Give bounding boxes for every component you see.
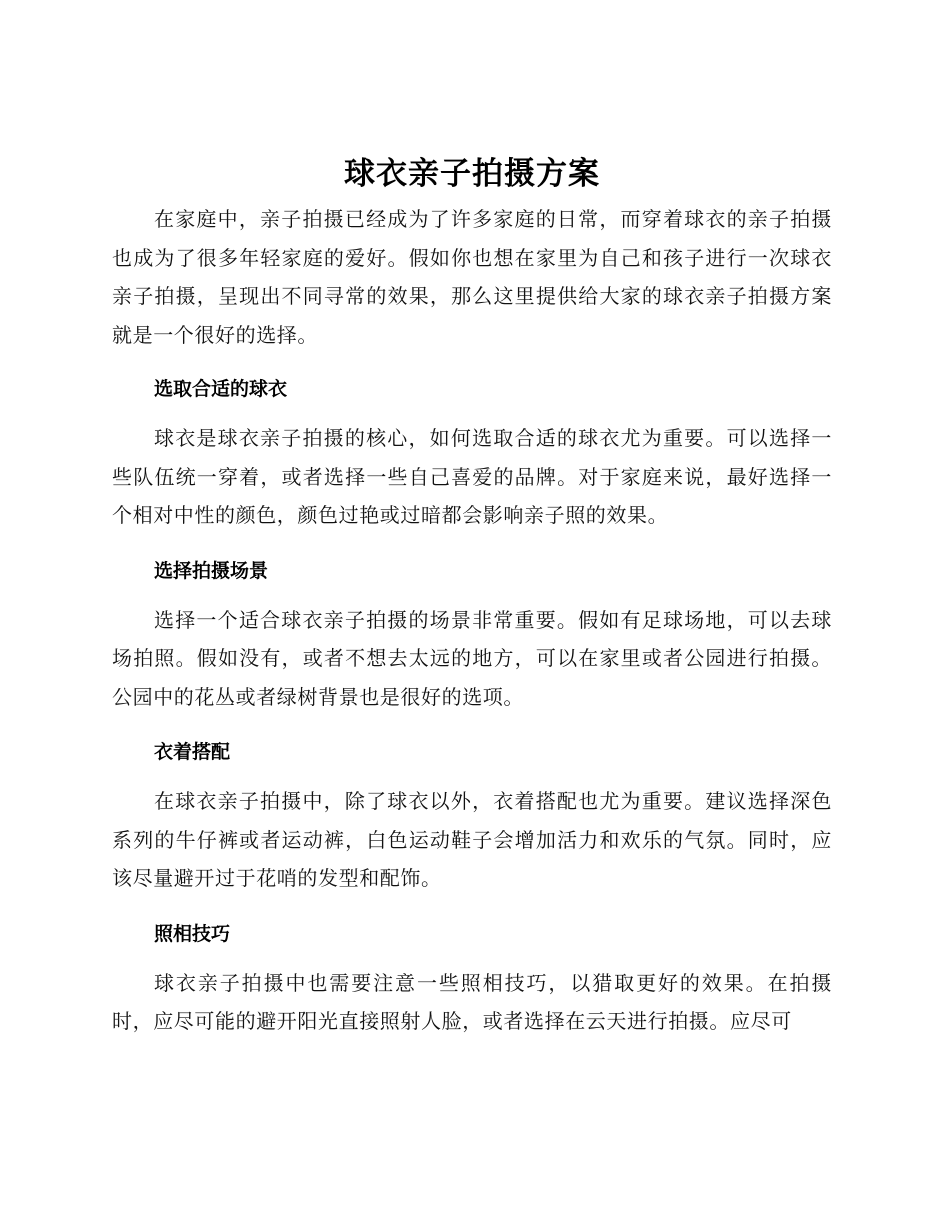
document-page bbox=[112, 148, 832, 1041]
section-heading-scene: 选择拍摄场景 bbox=[154, 559, 269, 582]
section-body-jersey: 球衣是球衣亲子拍摄的核心，如何选取合适的球衣尤为重要。可以选择一些队伍统一穿着，或者选择一些自己喜爱的品牌。对于家庭来说，最好选择一个相对中性的颜色，颜色过艳或过暗都会影响亲子照的效果。 bbox=[112, 426, 832, 527]
section-heading-photo-tips: 照相技巧 bbox=[154, 922, 231, 945]
intro-paragraph: 在家庭中，亲子拍摄已经成为了许多家庭的日常，而穿着球衣的亲子拍摄也成为了很多年轻家庭的爱好。假如你也想在家里为自己和孩子进行一次球衣亲子拍摄，呈现出不同寻常的效果，那么这里提供给大家的球衣亲子拍摄方案就是一个很好的选择。 bbox=[112, 207, 832, 347]
section-heading-outfit: 衣着搭配 bbox=[154, 741, 231, 763]
section-body-scene: 选择一个适合球衣亲子拍摄的场景非常重要。假如有足球场地，可以去球场拍照。假如没有，或者不想去太远的地方，可以在家里或者公园进行拍摄。公园中的花丛或者绿树背景也是很好的选项。 bbox=[112, 607, 832, 709]
document-title: 球衣亲子拍摄方案 bbox=[344, 156, 600, 192]
section-body-outfit: 在球衣亲子拍摄中，除了球衣以外，衣着搭配也尤为重要。建议选择深色系列的牛仔裤或者运动裤，白色运动鞋子会增加活力和欢乐的气氛。同时，应该尽量避开过于花哨的发型和配饰。 bbox=[112, 789, 832, 890]
section-heading-jersey: 选取合适的球衣 bbox=[154, 378, 288, 400]
section-body-photo-tips: 球衣亲子拍摄中也需要注意一些照相技巧，以猎取更好的效果。在拍摄时，应尽可能的避开阳光直接照射人脸，或者选择在云天进行拍摄。应尽可 bbox=[112, 970, 832, 1033]
